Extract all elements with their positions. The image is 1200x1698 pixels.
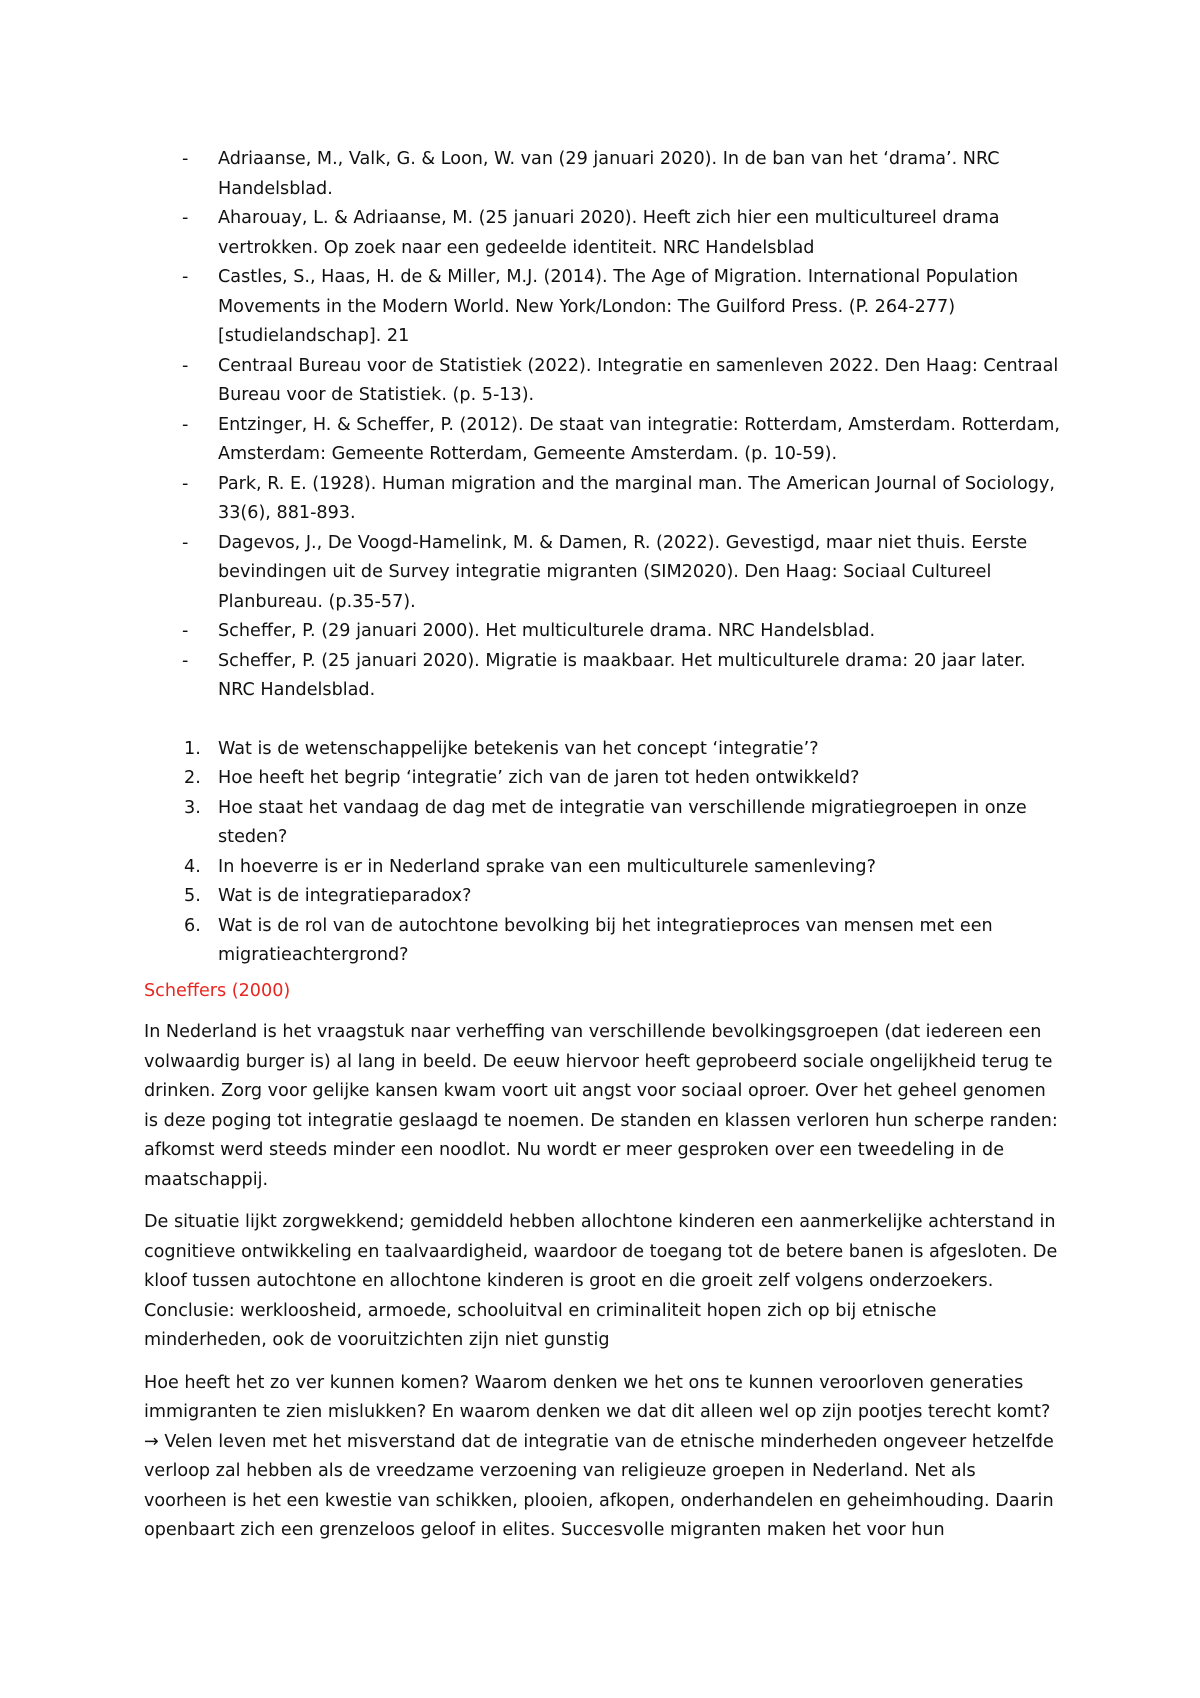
question-number: 5. xyxy=(184,886,201,906)
question-item xyxy=(144,882,1064,912)
reference-text: Castles, S., Haas, H. de & Miller, M.J. (2014). The Age of Migration. International Population Movements in the Modern World. New York/London: The Guilford Press. (P. 264-277) [studielandschap]. 21 xyxy=(218,267,1019,346)
question-number: 3. xyxy=(184,797,201,818)
question-text: Wat is de wetenschappelijke betekenis van het concept ‘integratie’? xyxy=(218,738,819,759)
list-bullet: - xyxy=(182,267,189,287)
page-content xyxy=(144,145,1064,1559)
question-item xyxy=(144,735,1064,765)
reference-item xyxy=(144,145,1064,204)
reference-item xyxy=(144,647,1064,706)
reference-text: Dagevos, J., De Voogd-Hamelink, M. & Damen, R. (2022). Gevestigd, maar niet thuis. Eerste bevindingen uit de Survey integratie migranten (SIM2020). Den Haag: Sociaal Cultureel Planbureau. (p.35-57). xyxy=(218,532,1028,612)
reference-item xyxy=(144,411,1064,470)
body-paragraph: De situatie lijkt zorgwekkend; gemiddeld hebben allochtone kinderen een aanmerkelijke achterstand in cognitieve ontwikkeling en taalvaardigheid, waardoor de toegang tot de betere banen is afgesloten. De kloof tussen autochtone en allochtone kinderen is groot en die groeit zelf volgens onderzoekers. Conclusie: werkloosheid, armoede, schooluitval en criminaliteit hopen zich op bij etnische minderheden, ook de vooruitzichten zijn niet gunstig xyxy=(144,1212,1058,1350)
list-bullet: - xyxy=(182,473,189,494)
reference-text: Centraal Bureau voor de Statistiek (2022). Integratie en samenleven 2022. Den Haag: Centraal Bureau voor de Statistiek. (p. 5-13). xyxy=(218,355,1059,405)
reference-text: Scheffer, P. (29 januari 2000). Het multiculturele drama. NRC Handelsblad. xyxy=(218,621,876,641)
question-number: 1. xyxy=(184,738,201,759)
list-bullet: - xyxy=(182,621,189,641)
body-paragraph: In Nederland is het vraagstuk naar verheffing van verschillende bevolkingsgroepen (dat iedereen een volwaardig burger is) al lang in beeld. De eeuw hiervoor heeft geprobeerd sociale ongelijkheid terug te drinken. Zorg voor gelijke kansen kwam voort uit angst voor sociaal oproer. Over het geheel genomen is deze poging tot integratie geslaagd te noemen. De standen en klassen verloren hun scherpe randen: afkomst werd steeds minder een noodlot. Nu wordt er meer gesproken over een tweedeling in de maatschappij. xyxy=(144,1022,1058,1190)
reference-list xyxy=(144,145,1064,706)
list-bullet: - xyxy=(182,650,189,671)
section-heading: Scheffers (2000) xyxy=(144,980,291,1001)
reference-item xyxy=(144,263,1064,352)
reference-item xyxy=(144,352,1064,411)
reference-text: Entzinger, H. & Scheffer, P. (2012). De staat van integratie: Rotterdam, Amsterdam. Rotterdam, Amsterdam: Gemeente Rotterdam, Gemeente Amsterdam. (p. 10-59). xyxy=(218,414,1060,464)
list-bullet: - xyxy=(182,149,189,169)
list-bullet: - xyxy=(182,208,189,228)
body-paragraph: Hoe heeft het zo ver kunnen komen? Waarom denken we het ons te kunnen veroorloven generaties immigranten te zien mislukken? En waarom denken we dat dit alleen wel op zijn pootjes terecht komt? → Velen leven met het misverstand dat de integratie van de etnische minderheden ongeveer hetzelfde verloop zal hebben als de vreedzame verzoening van religieuze groepen in Nederland. Net als voorheen is het een kwestie van schikken, plooien, afkopen, onderhandelen en geheimhouding. Daarin openbaart zich een grenzeloos geloof in elites. Succesvolle migranten maken het voor hun xyxy=(144,1372,1054,1540)
reference-item xyxy=(144,470,1064,529)
question-number: 2. xyxy=(184,768,201,788)
question-text: Wat is de integratieparadox? xyxy=(218,886,472,906)
list-bullet: - xyxy=(182,532,189,553)
question-number: 4. xyxy=(184,856,201,877)
reference-item xyxy=(144,529,1064,618)
question-text: In hoeverre is er in Nederland sprake van een multiculturele samenleving? xyxy=(218,856,876,877)
reference-text: Park, R. E. (1928). Human migration and the marginal man. The American Journal of Sociology, 33(6), 881-893. xyxy=(218,473,1055,523)
question-item xyxy=(144,912,1064,971)
reference-text: Adriaanse, M., Valk, G. & Loon, W. van (29 januari 2020). In de ban van het ‘drama’. NRC Handelsblad. xyxy=(218,149,1000,199)
question-list xyxy=(144,735,1064,971)
reference-text: Scheffer, P. (25 januari 2020). Migratie is maakbaar. Het multiculturele drama: 20 jaar later. NRC Handelsblad. xyxy=(218,650,1026,700)
question-item xyxy=(144,764,1064,794)
question-text: Hoe heeft het begrip ‘integratie’ zich van de jaren tot heden ontwikkeld? xyxy=(218,768,860,788)
question-text: Hoe staat het vandaag de dag met de integratie van verschillende migratiegroepen in onze steden? xyxy=(218,797,1027,847)
question-item xyxy=(144,794,1064,853)
question-item xyxy=(144,853,1064,883)
reference-text: Aharouay, L. & Adriaanse, M. (25 januari 2020). Heeft zich hier een multicultureel drama vertrokken. Op zoek naar een gedeelde identiteit. NRC Handelsblad xyxy=(218,208,1000,258)
list-bullet: - xyxy=(182,355,189,376)
list-bullet: - xyxy=(182,414,189,435)
question-text: Wat is de rol van de autochtone bevolking bij het integratieproces van mensen met een migratieachtergrond? xyxy=(218,915,993,965)
reference-item xyxy=(144,204,1064,263)
question-number: 6. xyxy=(184,915,201,936)
reference-item xyxy=(144,617,1064,647)
